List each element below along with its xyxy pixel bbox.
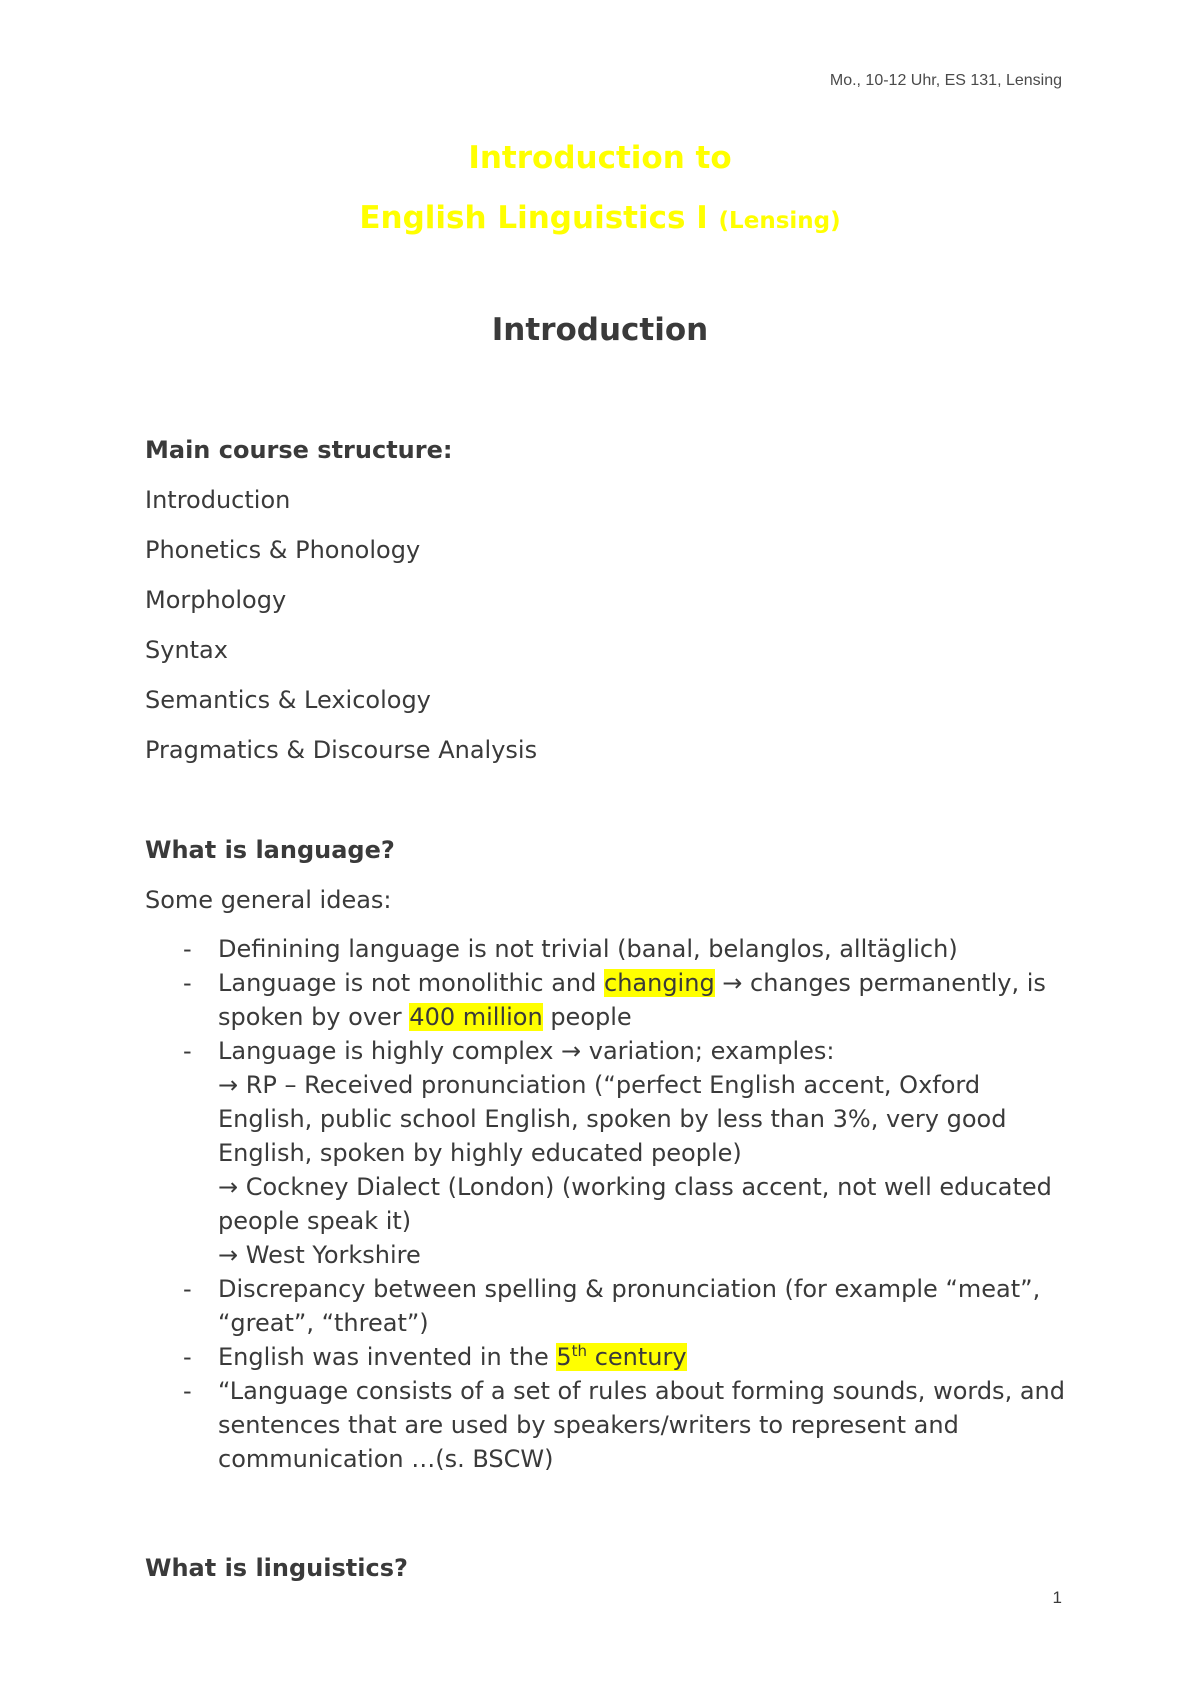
bullet-dash: - xyxy=(183,1037,192,1065)
course-item: Morphology xyxy=(145,586,287,614)
language-intro: Some general ideas: xyxy=(145,886,392,914)
course-item: Pragmatics & Discourse Analysis xyxy=(145,736,538,764)
linguistics-heading: What is linguistics? xyxy=(145,1554,408,1582)
list-item: - Discrepancy between spelling & pronunciation (for example “meat”, “great”, “threat”) xyxy=(145,1272,1075,1340)
page-header: Mo., 10-12 Uhr, ES 131, Lensing xyxy=(829,72,1062,89)
course-item: Syntax xyxy=(145,636,228,664)
bullet-dash: - xyxy=(183,1377,192,1405)
language-bullet-list xyxy=(145,932,1075,1476)
highlight-400-million: 400 million xyxy=(409,1003,543,1031)
title-line-2 xyxy=(0,200,1200,236)
highlight-5th-century: 5th century xyxy=(556,1342,687,1371)
bullet-dash: - xyxy=(183,1275,192,1303)
list-item: - Language is highly complex → variation; examples: → RP – Received pronunciation (“perfect English accent, Oxford English, public school English, spoken by less than 3%, very good English, spoken by highly educated people) → Cockney Dialect (London) (working class accent, not well educated people speak it) → West Yorkshire xyxy=(145,1034,1075,1272)
example-cockney: → Cockney Dialect (London) (working class accent, not well educated people speak it) xyxy=(218,1173,1052,1235)
bullet-dash: - xyxy=(183,1343,192,1371)
title-main: English Linguistics I xyxy=(359,200,708,236)
language-heading: What is language? xyxy=(145,836,395,864)
course-item: Semantics & Lexicology xyxy=(145,686,431,714)
list-item: - English was invented in the 5th century xyxy=(145,1340,1075,1374)
bullet-dash: - xyxy=(183,969,192,997)
list-item: - Language is not monolithic and changing → changes permanently, is spoken by over 400 million people xyxy=(145,966,1075,1034)
title-line-1: Introduction to xyxy=(468,140,732,176)
section-heading: Introduction xyxy=(491,312,709,348)
course-item: Phonetics & Phonology xyxy=(145,536,421,564)
page-number: 1 xyxy=(1052,1588,1062,1607)
example-west-yorkshire: → West Yorkshire xyxy=(218,1241,421,1269)
list-item: - Definining language is not trivial (banal, belanglos, alltäglich) xyxy=(145,932,1075,966)
title-author: (Lensing) xyxy=(718,208,841,234)
bullet-dash: - xyxy=(183,935,192,963)
highlight-changing: changing xyxy=(604,969,715,997)
example-rp: → RP – Received pronunciation (“perfect English accent, Oxford English, public school English, spoken by less than 3%, very good English, spoken by highly educated people) xyxy=(218,1071,1007,1167)
list-item: - “Language consists of a set of rules about forming sounds, words, and sentences that are used by speakers/writers to represent and communication …(s. BSCW) xyxy=(145,1374,1075,1476)
course-structure-heading: Main course structure: xyxy=(145,436,453,464)
course-item: Introduction xyxy=(145,486,291,514)
